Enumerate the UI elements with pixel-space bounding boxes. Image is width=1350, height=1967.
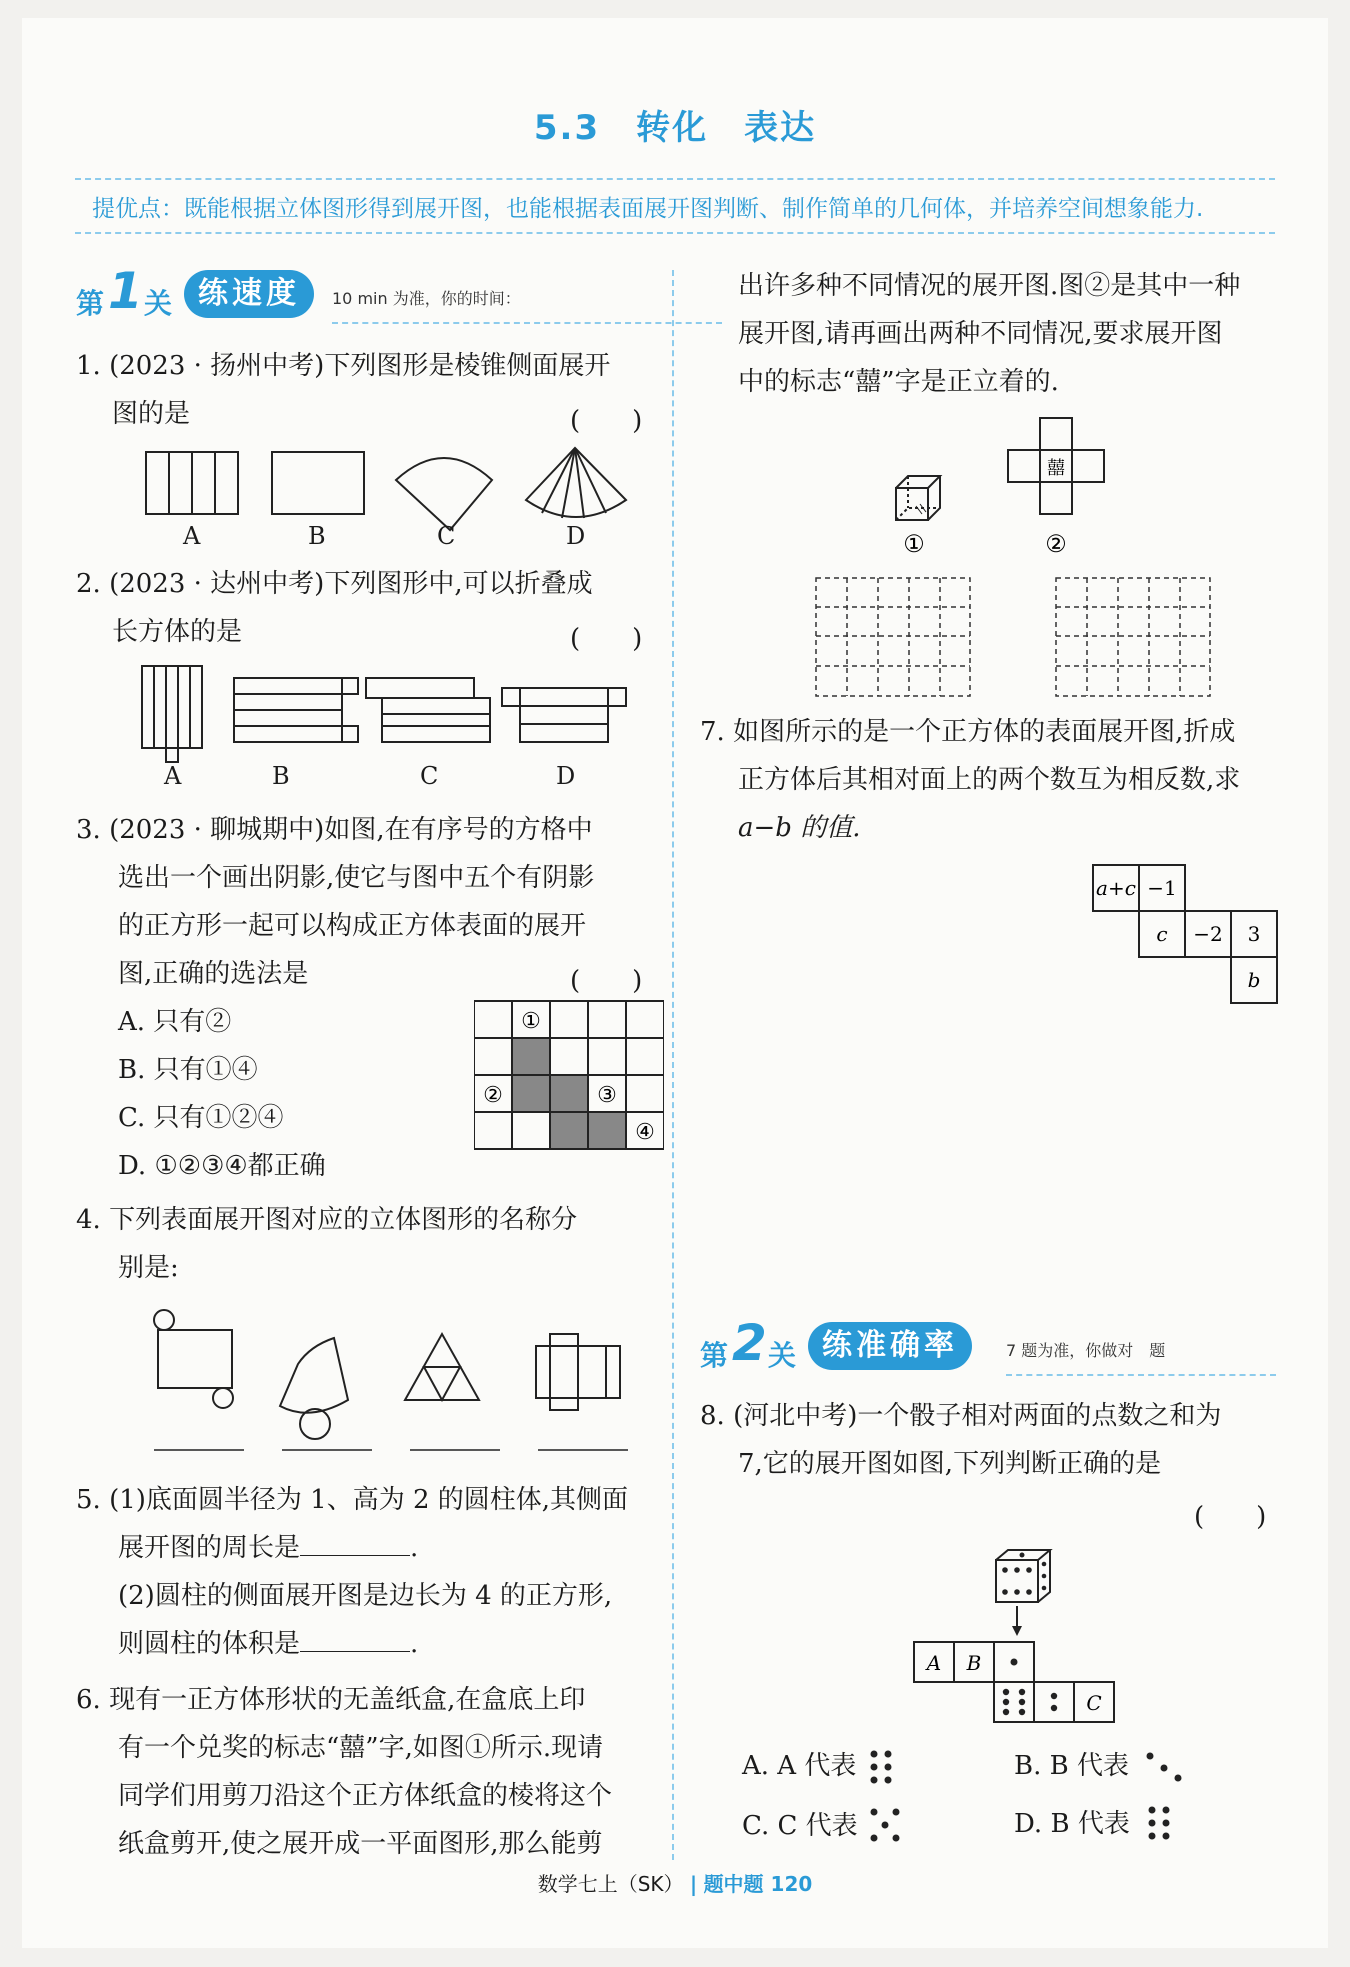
q4-fig-prism-net xyxy=(536,1334,620,1410)
q6-rline3: 中的标志“囍”字是正立着的. xyxy=(738,367,1059,397)
page-title: 5.3 转化 表达 xyxy=(533,108,817,148)
q3-grid-label-4: ④ xyxy=(635,1120,655,1145)
q3-answer-paren: ( ) xyxy=(570,966,643,996)
q2-fig-c xyxy=(366,678,490,742)
q6-line2: 有一个兑奖的标志“囍”字,如图①所示.现请 xyxy=(118,1733,604,1763)
q2-label-a: A xyxy=(164,762,182,790)
q3-grid-label-2: ② xyxy=(483,1083,503,1108)
q7-line3: a−b 的值. xyxy=(738,813,861,843)
q6-line1: 6. 现有一正方体形状的无盖纸盒,在盒底上印 xyxy=(76,1685,586,1715)
q5-blank-1[interactable] xyxy=(300,1529,410,1556)
q8-dice-figure xyxy=(910,1540,1140,1740)
footer-book: 数学七上（SK） xyxy=(537,1872,684,1896)
q7-net-figure xyxy=(1090,862,1290,1012)
q8-option-d-dice xyxy=(1144,1802,1178,1846)
q4-line1: 4. 下列表面展开图对应的立体图形的名称分 xyxy=(76,1205,578,1235)
section-2-name: 练准确率 xyxy=(808,1322,972,1370)
q1-label-d: D xyxy=(566,522,586,550)
q5-line4-end: . xyxy=(410,1629,419,1659)
q6-fig2-xi: 囍 xyxy=(1047,458,1065,479)
q5-line2-end: . xyxy=(410,1533,419,1563)
section-1-note: 10 min 为准，你的时间： xyxy=(332,289,521,308)
q5-line4-text: 则圆柱的体积是 xyxy=(118,1629,301,1659)
section-2-di: 第 xyxy=(700,1339,729,1372)
q3-option-d: D. ①②③④都正确 xyxy=(118,1151,326,1181)
q8-option-b-dice xyxy=(1144,1750,1188,1786)
q3-option-c: C. 只有①②④ xyxy=(118,1103,284,1133)
q7-cell-2: −1 xyxy=(1147,876,1177,900)
q7-cell-1: a+c xyxy=(1096,876,1136,900)
q6-rline2: 展开图,请再画出两种不同情况,要求展开图 xyxy=(738,319,1223,349)
q8-answer-paren: ( ) xyxy=(1194,1502,1267,1532)
q2-line1: 2. (2023 · 达州中考)下列图形中,可以折叠成 xyxy=(76,569,593,599)
q4-figures xyxy=(140,1300,660,1460)
q5-line2-text: 展开图的周长是 xyxy=(118,1533,301,1563)
section-2-number: 2 xyxy=(732,1314,767,1372)
q2-fig-b xyxy=(234,678,358,742)
section-2-underline xyxy=(1006,1374,1276,1376)
q2-label-b: B xyxy=(272,762,290,790)
q6-rline1: 出许多种不同情况的展开图.图②是其中一种 xyxy=(738,271,1241,301)
q2-figures xyxy=(130,660,670,770)
q5-line1: 5. (1)底面圆半径为 1、高为 2 的圆柱体,其侧面 xyxy=(76,1485,629,1515)
q3-option-b: B. 只有①④ xyxy=(118,1055,258,1085)
q2-fig-a xyxy=(142,666,202,762)
q1-answer-paren: ( ) xyxy=(570,406,643,436)
q5-line2 xyxy=(118,1524,418,1572)
q2-label-d: D xyxy=(556,762,576,790)
q8-option-c: C. C 代表 xyxy=(742,1811,858,1841)
section-2-note: 7 题为准，你做对 题 xyxy=(1006,1341,1166,1360)
q5-line4 xyxy=(118,1620,418,1668)
tip-bottom-line xyxy=(75,232,1275,234)
q3-option-a: A. 只有② xyxy=(118,1007,232,1037)
tip-text: 提优点：既能根据立体图形得到展开图，也能根据表面展开图判断、制作简单的几何体，并培养空间想象能力. xyxy=(92,196,1204,222)
q6-figures xyxy=(880,410,1180,560)
q3-line2: 选出一个画出阴影,使它与图中五个有阴影 xyxy=(118,863,595,893)
q8-option-b: B. B 代表 xyxy=(1014,1751,1130,1781)
q3-grid-label-3: ③ xyxy=(597,1083,617,1108)
q8-option-c-dice xyxy=(866,1804,906,1848)
q7-cell-3: c xyxy=(1156,922,1168,946)
q6-fig1-label: ① xyxy=(903,530,925,558)
q7-line2: 正方体后其相对面上的两个数互为相反数,求 xyxy=(738,765,1241,795)
section-1-underline xyxy=(332,322,722,324)
q3-line4: 图,正确的选法是 xyxy=(118,959,309,989)
q4-fig-cylinder-net xyxy=(154,1310,233,1408)
q3-grid-label-1: ① xyxy=(521,1009,541,1034)
q3-line1: 3. (2023 · 聊城期中)如图,在有序号的方格中 xyxy=(76,815,593,845)
q1-label-c: C xyxy=(437,522,456,550)
q8-option-a: A. A 代表 xyxy=(742,1751,857,1781)
q2-line2: 长方体的是 xyxy=(112,617,243,647)
q7-line1: 7. 如图所示的是一个正方体的表面展开图,折成 xyxy=(700,717,1236,747)
page-footer xyxy=(0,1868,1350,1897)
section-1-guan: 关 xyxy=(144,287,173,320)
section-2-header xyxy=(700,1314,1290,1376)
section-1-number: 1 xyxy=(108,262,143,320)
q7-cell-6: b xyxy=(1247,968,1261,992)
section-1-name: 练速度 xyxy=(184,270,314,318)
q1-line2: 图的是 xyxy=(112,399,191,429)
q6-drawing-grids[interactable] xyxy=(810,574,1220,700)
q1-fig-b xyxy=(272,452,364,514)
q8-cell-b: B xyxy=(966,1651,982,1675)
section-1-header xyxy=(76,262,656,324)
q2-answer-paren: ( ) xyxy=(570,624,643,654)
q5-blank-2[interactable] xyxy=(300,1625,410,1652)
footer-page: 题中题 120 xyxy=(703,1872,813,1896)
q8-line2: 7,它的展开图如图,下列判断正确的是 xyxy=(738,1449,1162,1479)
q2-fig-d xyxy=(502,688,626,742)
q4-fig-cone-net xyxy=(280,1338,348,1439)
q1-label-a: A xyxy=(183,522,201,550)
q6-fig1-box xyxy=(896,476,940,520)
tip-top-line xyxy=(75,178,1275,180)
q1-line1: 1. (2023 · 扬州中考)下列图形是棱锥侧面展开 xyxy=(76,351,611,381)
q1-fig-d xyxy=(526,448,626,518)
q8-line1: 8. (河北中考)一个骰子相对两面的点数之和为 xyxy=(700,1401,1222,1431)
q6-line4: 纸盒剪开,使之展开成一平面图形,那么能剪 xyxy=(118,1829,603,1859)
q8-cell-a: A xyxy=(926,1651,942,1675)
q1-fig-c xyxy=(396,458,492,530)
section-1-di: 第 xyxy=(76,287,105,320)
q8-option-d: D. B 代表 xyxy=(1014,1809,1130,1839)
q5-line3: (2)圆柱的侧面展开图是边长为 4 的正方形, xyxy=(118,1581,613,1611)
q8-option-a-dice xyxy=(866,1746,900,1790)
footer-separator: | xyxy=(689,1872,698,1896)
q2-label-c: C xyxy=(420,762,439,790)
q7-cell-5: 3 xyxy=(1247,922,1261,946)
column-divider xyxy=(672,270,674,1860)
q4-fig-tetrahedron-net xyxy=(405,1334,479,1400)
q6-fig2-label: ② xyxy=(1045,530,1067,558)
q3-line3: 的正方形一起可以构成正方体表面的展开 xyxy=(118,911,587,941)
q8-cell-c: C xyxy=(1086,1691,1102,1715)
q7-cell-4: −2 xyxy=(1193,922,1223,946)
section-2-guan: 关 xyxy=(768,1339,797,1372)
q3-grid-figure xyxy=(474,1000,664,1156)
q1-label-b: B xyxy=(308,522,326,550)
q6-line3: 同学们用剪刀沿这个正方体纸盒的棱将这个 xyxy=(118,1781,613,1811)
q4-line2: 别是: xyxy=(118,1253,179,1283)
